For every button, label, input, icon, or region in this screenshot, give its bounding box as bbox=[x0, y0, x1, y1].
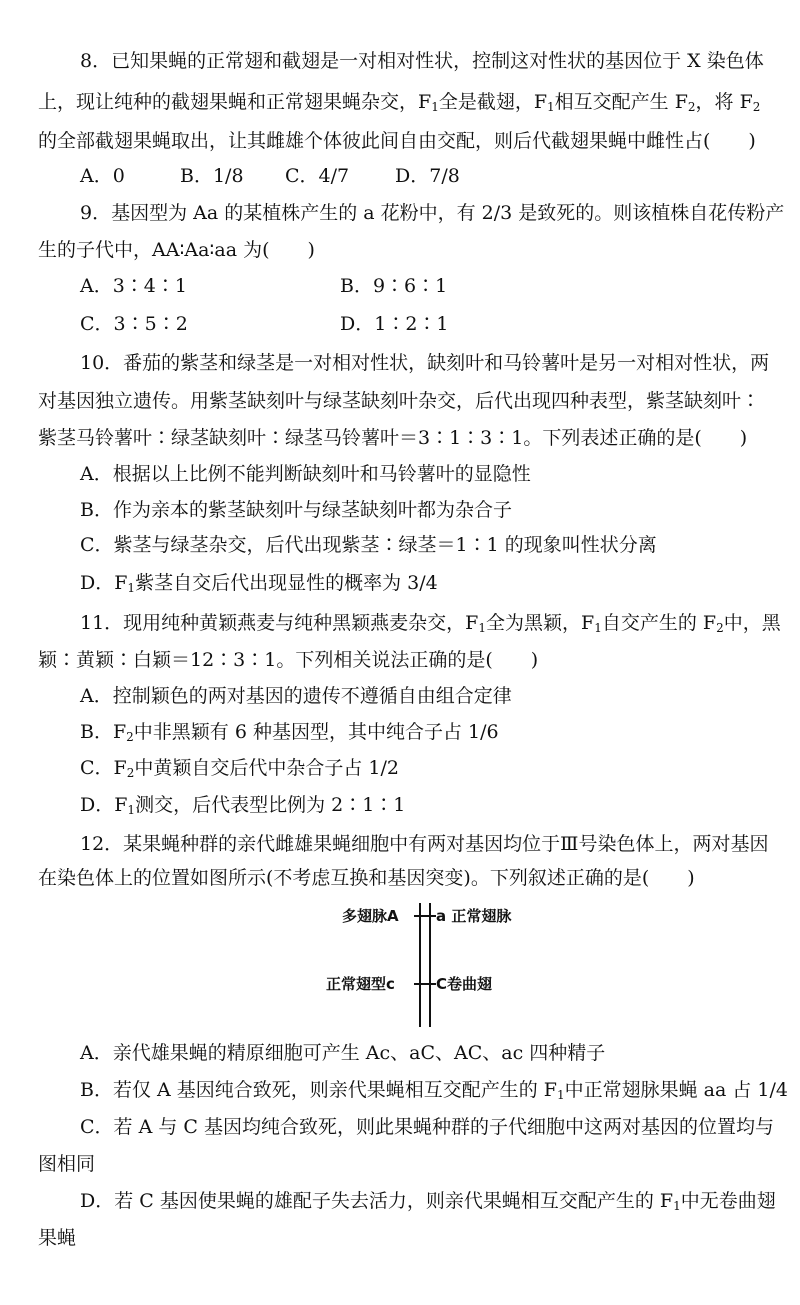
q11-option-b-text: 中非黑颖有 6 种基因型，其中纯合子占 1/6 bbox=[133, 721, 499, 743]
label-top-left: 多翅脉A bbox=[342, 907, 399, 925]
subscript: 2 bbox=[687, 100, 696, 114]
q11-option-a: A．控制颖色的两对基因的遗传不遵循自由组合定律 bbox=[80, 685, 512, 707]
q10-line-1: 10．番茄的紫茎和绿茎是一对相对性状，缺刻叶和马铃薯叶是另一对相对性状，两 bbox=[80, 352, 770, 374]
q10-option-b: B．作为亲本的紫茎缺刻叶与绿茎缺刻叶都为杂合子 bbox=[80, 499, 512, 521]
q10-option-d-text: 紫茎自交后代出现显性的概率为 3/4 bbox=[135, 572, 438, 594]
q12-option-c-line-2: 图相同 bbox=[38, 1153, 96, 1175]
q10-option-a: A．根据以上比例不能判断缺刻叶和马铃薯叶的显隐性 bbox=[80, 463, 531, 485]
label-bottom-left: 正常翅型c bbox=[326, 975, 395, 993]
q12-option-d-part-b: 中无卷曲翅 bbox=[680, 1190, 776, 1212]
q11-line-1 bbox=[80, 610, 781, 636]
q12-option-b-text: 中正常翅脉果蝇 aa 占 1/4 bbox=[564, 1079, 788, 1101]
q8-line-1: 8．已知果蝇的正常翅和截翅是一对相对性状，控制这对性状的基因位于 X 染色体 bbox=[80, 50, 764, 72]
q8-line-2-part-b: 全是截翅，F bbox=[438, 91, 548, 113]
q12-option-b bbox=[80, 1077, 788, 1103]
q8-line-2-part-a: 上，现让纯种的截翅果蝇和正常翅果蝇杂交，F bbox=[38, 91, 432, 113]
q12-option-c-line-1: C．若 A 与 C 基因均纯合致死，则此果蝇种群的子代细胞中这两对基因的位置均与 bbox=[80, 1116, 774, 1138]
q8-option-c: C．4/7 bbox=[285, 165, 350, 187]
q8-line-2-part-c: 相互交配产生 F bbox=[554, 91, 688, 113]
q10-option-d bbox=[80, 570, 438, 596]
subscript: 1 bbox=[127, 581, 136, 595]
q11-line-1-part-c: 自交产生的 F bbox=[601, 612, 717, 634]
chromosome-figure bbox=[320, 900, 540, 1030]
q8-line-3: 的全部截翅果蝇取出，让其雌雄个体彼此间自由交配，则后代截翅果蝇中雌性占( ) bbox=[38, 130, 756, 152]
subscript: 1 bbox=[673, 1199, 681, 1213]
q11-option-c-text: 中黄颖自交后代中杂合子占 1/2 bbox=[134, 757, 399, 779]
q9-option-d: D．1∶2∶1 bbox=[340, 313, 449, 335]
subscript: 2 bbox=[716, 621, 724, 635]
subscript: 1 bbox=[478, 621, 487, 635]
q10-line-3: 紫茎马铃薯叶∶绿茎缺刻叶∶绿茎马铃薯叶＝3∶1∶3∶1。下列表述正确的是( ) bbox=[38, 427, 748, 449]
q9-line-1: 9．基因型为 Aa 的某植株产生的 a 花粉中，有 2/3 是致死的。则该植株自花传粉产 bbox=[80, 202, 785, 224]
subscript: 1 bbox=[594, 621, 602, 635]
q9-option-c: C．3∶5∶2 bbox=[80, 313, 188, 335]
subscript: 1 bbox=[127, 803, 136, 817]
q12-line-2: 在染色体上的位置如图所示(不考虑互换和基因突变)。下列叙述正确的是( ) bbox=[38, 867, 695, 889]
q11-option-d-text: 测交，后代表型比例为 2∶1∶1 bbox=[135, 794, 406, 816]
q8-option-d: D．7/8 bbox=[395, 165, 460, 187]
q9-option-b: B．9∶6∶1 bbox=[340, 275, 448, 297]
q11-option-b-label: B．F bbox=[80, 721, 127, 743]
q8-line-2 bbox=[38, 89, 760, 115]
q8-line-2-part-d: ，将 F bbox=[695, 91, 753, 113]
q8-option-a: A．0 bbox=[80, 165, 125, 187]
subscript: 1 bbox=[557, 1088, 565, 1102]
q11-option-d bbox=[80, 792, 405, 818]
q11-option-b bbox=[80, 719, 499, 745]
q11-option-c bbox=[80, 755, 399, 781]
subscript: 2 bbox=[752, 100, 761, 114]
subscript: 2 bbox=[126, 766, 135, 780]
label-bottom-right: C卷曲翅 bbox=[436, 975, 493, 993]
subscript: 1 bbox=[547, 100, 555, 114]
q10-option-c: C．紫茎与绿茎杂交，后代出现紫茎∶绿茎＝1∶1 的现象叫性状分离 bbox=[80, 534, 657, 556]
q11-option-d-label: D．F bbox=[80, 794, 128, 816]
q9-option-a: A．3∶4∶1 bbox=[80, 275, 187, 297]
label-top-right: a 正常翅脉 bbox=[436, 907, 512, 925]
q11-option-c-label: C．F bbox=[80, 757, 127, 779]
q8-option-b: B．1/8 bbox=[180, 165, 244, 187]
q12-option-d-line-2: 果蝇 bbox=[38, 1227, 77, 1249]
q11-line-1-part-b: 全为黑颖，F bbox=[486, 612, 595, 634]
q12-option-d-line-1 bbox=[80, 1188, 776, 1214]
subscript: 2 bbox=[126, 730, 134, 744]
q12-option-d-part-a: D．若 C 基因使果蝇的雄配子失去活力，则亲代果蝇相互交配产生的 F bbox=[80, 1190, 674, 1212]
q12-line-1: 12．某果蝇种群的亲代雌雄果蝇细胞中有两对基因均位于Ⅲ号染色体上，两对基因 bbox=[80, 833, 769, 855]
subscript: 1 bbox=[431, 100, 439, 114]
q12-option-b-label: B．若仅 A 基因纯合致死，则亲代果蝇相互交配产生的 F bbox=[80, 1079, 557, 1101]
q12-option-a: A．亲代雄果蝇的精原细胞可产生 Ac、aC、AC、ac 四种精子 bbox=[80, 1042, 606, 1064]
q11-line-2: 颖∶黄颖∶白颖＝12∶3∶1。下列相关说法正确的是( ) bbox=[38, 649, 539, 671]
q10-line-2: 对基因独立遗传。用紫茎缺刻叶与绿茎缺刻叶杂交，后代出现四种表型，紫茎缺刻叶∶ bbox=[38, 390, 761, 412]
q11-line-1-part-d: 中，黑 bbox=[723, 612, 781, 634]
q11-line-1-part-a: 11．现用纯种黄颖燕麦与纯种黑颖燕麦杂交，F bbox=[80, 612, 479, 634]
q9-line-2: 生的子代中，AA∶Aa∶aa 为( ) bbox=[38, 239, 315, 261]
q10-option-d-label: D．F bbox=[80, 572, 128, 594]
